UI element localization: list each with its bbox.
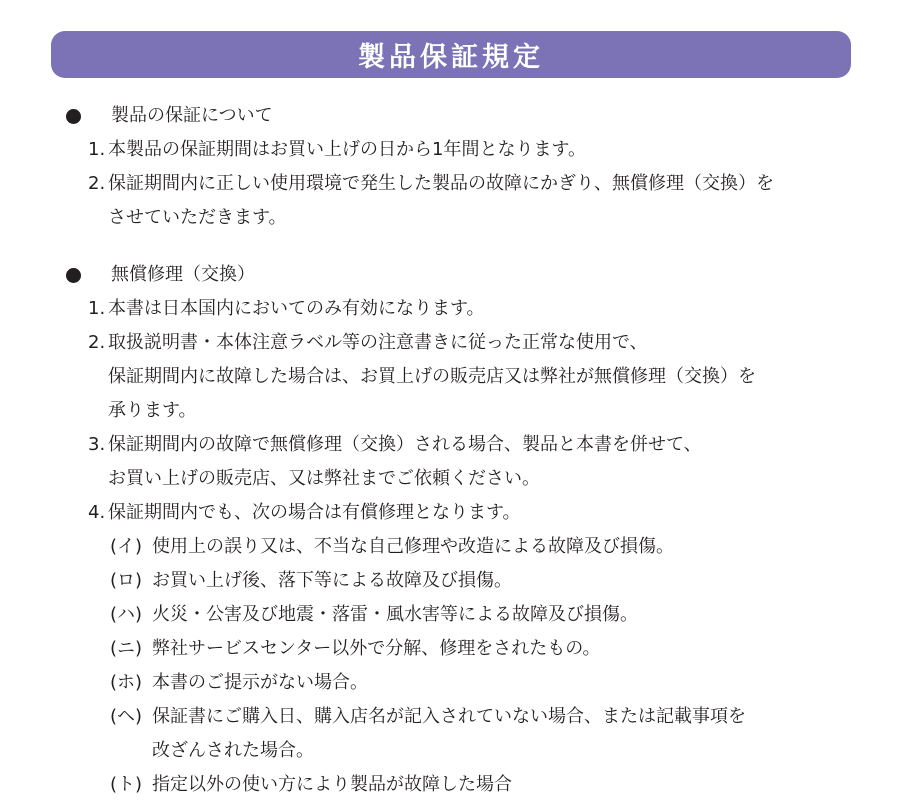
item-text: 本書は日本国内においてのみ有効になります。: [108, 298, 485, 319]
section-title: 製品の保証について: [111, 105, 273, 126]
sub-item-marker: (ハ): [110, 604, 143, 625]
title-banner: [51, 31, 851, 78]
item-number: 2.: [88, 173, 106, 194]
sub-item-text: 火災・公害及び地震・落雷・風水害等による故障及び損傷。: [152, 604, 638, 625]
sub-item-marker: (ヘ): [110, 706, 143, 727]
sub-item-text: お買い上げ後、落下等による故障及び損傷。: [152, 570, 512, 591]
sub-item-text: 保証書にご購入日、購入店名が記入されていない場合、または記載事項を: [152, 706, 746, 727]
item-text: 保証期間内でも、次の場合は有償修理となります。: [108, 502, 521, 523]
item-text: 承ります。: [108, 400, 197, 421]
sub-item-text: 弊社サービスセンター以外で分解、修理をされたもの。: [152, 638, 601, 659]
item-number: 3.: [88, 434, 106, 455]
sub-item-marker: (ロ): [110, 570, 143, 591]
item-text: 保証期間内に正しい使用環境で発生した製品の故障にかぎり、無償修理（交換）を: [108, 173, 774, 194]
sub-item-marker: (ニ): [110, 638, 143, 659]
sub-item-marker: (ト): [110, 774, 143, 795]
sub-item-text: 指定以外の使い方により製品が故障した場合: [152, 774, 512, 795]
item-number: 1.: [88, 298, 106, 319]
section-heading: [0, 99, 600, 133]
page-title: 製品保証規定: [358, 42, 544, 73]
item-number: 4.: [88, 502, 106, 523]
bullet-icon: [66, 109, 81, 124]
item-text: 保証期間内に故障した場合は、お買上げの販売店又は弊社が無償修理（交換）を: [108, 366, 756, 387]
sub-item-marker: (ホ): [110, 672, 143, 693]
sub-item-text: 改ざんされた場合。: [152, 740, 314, 761]
item-text: 取扱説明書・本体注意ラベル等の注意書きに従った正常な使用で、: [108, 332, 648, 353]
item-text: 本製品の保証期間はお買い上げの日から1年間となります。: [108, 139, 587, 160]
item-text: お買い上げの販売店、又は弊社までご依頼ください。: [108, 468, 540, 489]
item-number: 1.: [88, 139, 106, 160]
item-number: 2.: [88, 332, 106, 353]
sub-item-text: 本書のご提示がない場合。: [152, 672, 368, 693]
sub-item-text: 使用上の誤り又は、不当な自己修理や改造による故障及び損傷。: [152, 536, 674, 557]
section-title: 無償修理（交換）: [111, 264, 255, 285]
bullet-icon: [66, 268, 81, 283]
item-text: 保証期間内の故障で無償修理（交換）される場合、製品と本書を併せて、: [108, 434, 702, 455]
section-heading: [0, 258, 600, 292]
sub-item-marker: (イ): [110, 536, 143, 557]
item-text: させていただきます。: [108, 207, 287, 228]
